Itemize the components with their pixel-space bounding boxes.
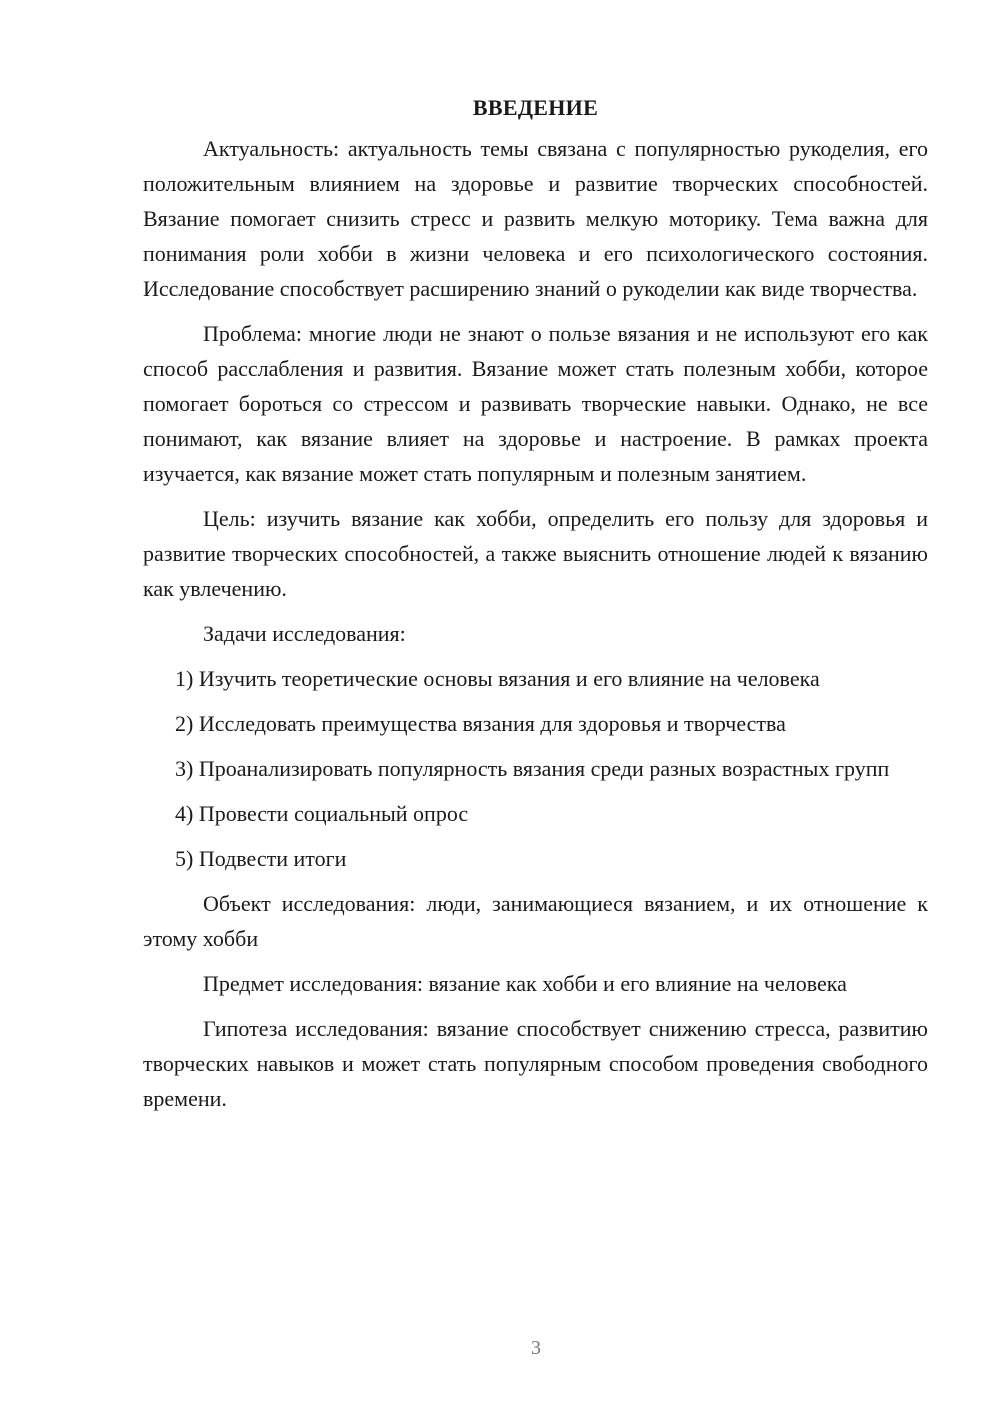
relevance-paragraph: Актуальность: актуальность темы связана с популярностью рукоделия, его положительным влиянием на здоровье и развитие творческих способностей. Вязание помогает снизить стресс и развить мелкую моторику. Тема важна для понимания роли хобби в жизни человека и его психологического состояния. Исследование способствует расширению знаний о рукоделии как виде творчества. [143,136,928,301]
document-page [143,90,928,1126]
tasks-heading: Задачи исследования: [203,621,406,646]
task-item-4: 4) Провести социальный опрос [175,801,469,826]
task-item-3: 3) Проанализировать популярность вязания среди разных возрастных групп [175,756,890,781]
task-item-2: 2) Исследовать преимущества вязания для здоровья и творчества [175,711,786,736]
goal-paragraph: Цель: изучить вязание как хобби, определить его пользу для здоровья и развитие творческих способностей, а также выяснить отношение людей к вязанию как увлечению. [143,506,928,601]
hypothesis-paragraph: Гипотеза исследования: вязание способствует снижению стресса, развитию творческих навыков и может стать популярным способом проведения свободного времени. [143,1016,928,1111]
task-item-5: 5) Подвести итоги [175,846,347,871]
subject-paragraph: Предмет исследования: вязание как хобби и его влияние на человека [203,971,847,996]
page-title: ВВЕДЕНИЕ [472,95,599,120]
task-item-1: 1) Изучить теоретические основы вязания и его влияние на человека [175,666,820,691]
problem-paragraph: Проблема: многие люди не знают о пользе вязания и не используют его как способ расслабления и развития. Вязание может стать полезным хобби, которое помогает бороться со стрессом и развивать творческие навыки. Однако, не все понимают, как вязание влияет на здоровье и настроение. В рамках проекта изучается, как вязание может стать популярным и полезным занятием. [143,321,928,486]
page-number: 3 [531,1337,541,1359]
object-paragraph: Объект исследования: люди, занимающиеся вязанием, и их отношение к этому хобби [143,891,928,951]
